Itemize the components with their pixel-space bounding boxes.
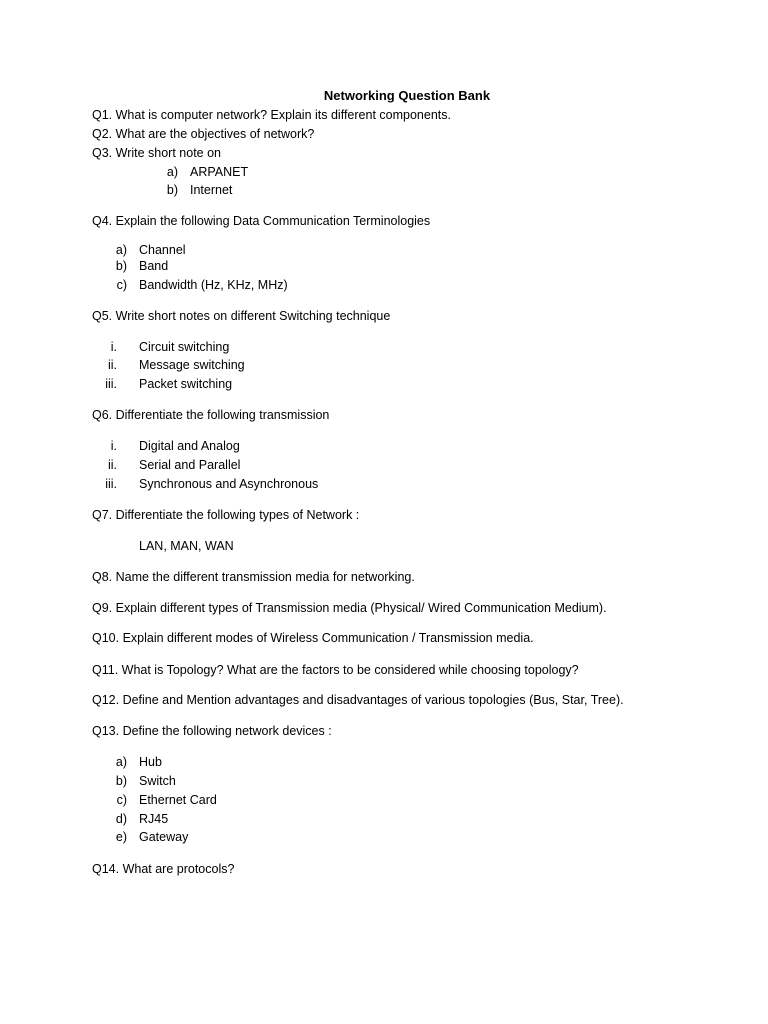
list-marker: b) — [115, 774, 127, 788]
page-title: Networking Question Bank — [323, 88, 491, 103]
question-12: Q12. Define and Mention advantages and disadvantages of various topologies (Bus, Star, Tree). — [92, 693, 624, 707]
question-6: Q6. Differentiate the following transmission — [92, 408, 330, 422]
question-10: Q10. Explain different modes of Wireless Communication / Transmission media. — [92, 631, 534, 645]
question-9: Q9. Explain different types of Transmission media (Physical/ Wired Communication Medium). — [92, 601, 607, 615]
list-item-text: Bandwidth (Hz, KHz, MHz) — [139, 278, 288, 292]
list-item-text: Internet — [190, 183, 233, 197]
list-item-text: ARPANET — [190, 165, 249, 179]
list-item-text: Packet switching — [139, 377, 233, 391]
question-4: Q4. Explain the following Data Communication Terminologies — [92, 214, 431, 228]
list-marker: i. — [110, 439, 117, 453]
list-marker: c) — [116, 793, 127, 807]
list-marker: b) — [166, 183, 178, 197]
list-marker: iii. — [105, 377, 117, 391]
list-marker: a) — [115, 755, 127, 769]
list-item-text: Switch — [139, 774, 176, 788]
question-14: Q14. What are protocols? — [92, 862, 235, 876]
list-item-text: Gateway — [139, 830, 189, 844]
list-item-text: Channel — [139, 243, 186, 257]
list-item-text: Circuit switching — [139, 340, 230, 354]
list-item-text: Message switching — [139, 358, 245, 372]
list-marker: e) — [115, 830, 127, 844]
question-8: Q8. Name the different transmission media for networking. — [92, 570, 415, 584]
list-item-text: RJ45 — [139, 812, 169, 826]
list-marker: c) — [116, 278, 127, 292]
question-2: Q2. What are the objectives of network? — [92, 127, 315, 141]
question-7: Q7. Differentiate the following types of Network : — [92, 508, 360, 522]
question-11: Q11. What is Topology? What are the factors to be considered while choosing topology? — [92, 663, 579, 677]
question-7-subtext: LAN, MAN, WAN — [139, 539, 234, 553]
list-item-text: Hub — [139, 755, 162, 769]
question-1: Q1. What is computer network? Explain its different components. — [92, 108, 451, 122]
list-item-text: Band — [139, 259, 169, 273]
list-marker: a) — [166, 165, 178, 179]
list-marker: b) — [115, 259, 127, 273]
list-item-text: Synchronous and Asynchronous — [139, 477, 319, 491]
question-3: Q3. Write short note on — [92, 146, 221, 160]
list-marker: iii. — [105, 477, 117, 491]
question-5: Q5. Write short notes on different Switching technique — [92, 309, 391, 323]
list-marker: i. — [110, 340, 117, 354]
list-marker: ii. — [107, 358, 117, 372]
list-item-text: Ethernet Card — [139, 793, 217, 807]
list-marker: a) — [115, 243, 127, 257]
list-item-text: Digital and Analog — [139, 439, 240, 453]
list-marker: d) — [115, 812, 127, 826]
list-item-text: Serial and Parallel — [139, 458, 241, 472]
question-13: Q13. Define the following network devices : — [92, 724, 332, 738]
list-marker: ii. — [107, 458, 117, 472]
